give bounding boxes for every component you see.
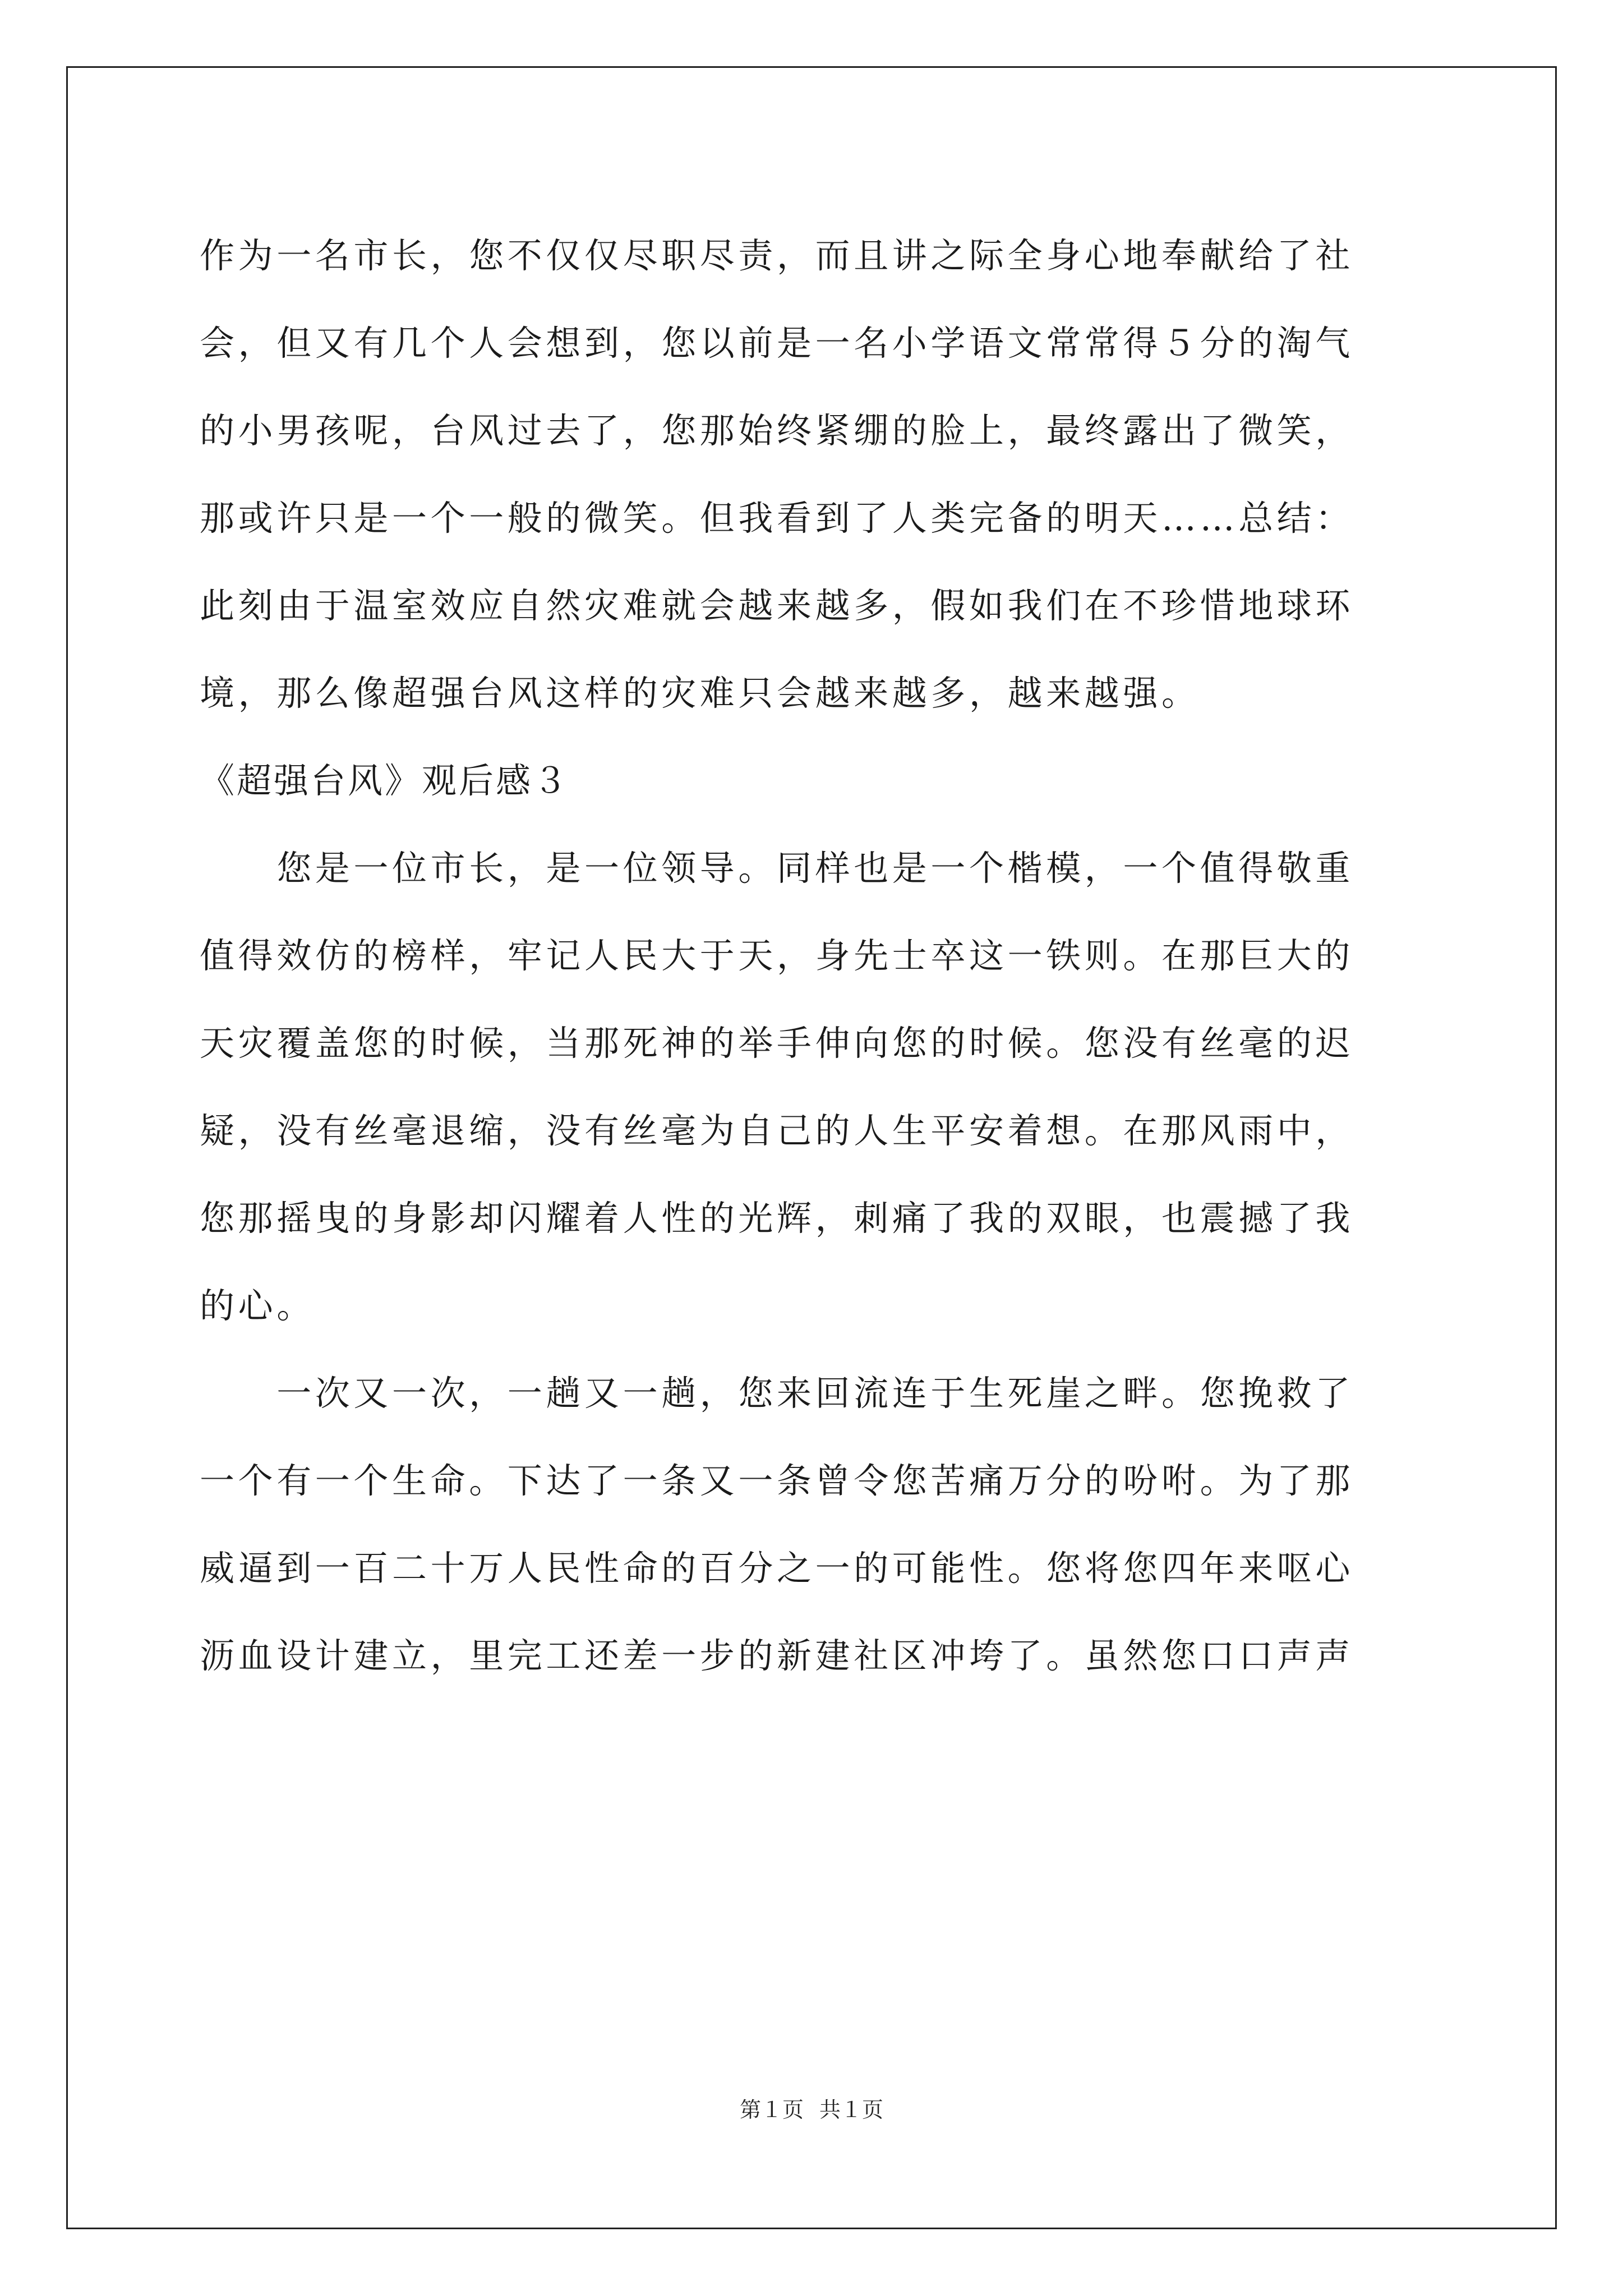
- text-line: 此刻由于温室效应自然灾难就会越来越多，假如我们在不珍惜地球环: [200, 585, 1354, 626]
- text-line: 疑，没有丝毫退缩，没有丝毫为自己的人生平安着想。在那风雨中，: [200, 1110, 1354, 1151]
- text-line: 会，但又有几个人会想到，您以前是一名小学语文常常得５分的淘气: [200, 323, 1354, 364]
- text-line: 值得效仿的榜样，牢记人民大于天，身先士卒这一铁则。在那巨大的: [200, 935, 1354, 976]
- text-line: 天灾覆盖您的时候，当那死神的举手伸向您的时候。您没有丝毫的迟: [200, 1023, 1354, 1064]
- text-line: 沥血设计建立，里完工还差一步的新建社区冲垮了。虽然您口口声声: [200, 1635, 1354, 1676]
- text-line: 作为一名市长，您不仅仅尽职尽责，而且讲之际全身心地奉献给了社: [200, 235, 1354, 276]
- text-line: 威逼到一百二十万人民性命的百分之一的可能性。您将您四年来呕心: [200, 1548, 1354, 1589]
- document-body: [200, 212, 1428, 1700]
- text-line: 那或许只是一个一般的微笑。但我看到了人类完备的明天……总结：: [200, 498, 1354, 539]
- page-total: 共１页: [819, 2097, 884, 2122]
- page-footer: [0, 2096, 1623, 2124]
- text-line: 的心。: [200, 1285, 315, 1326]
- text-line: 您是一位市长，是一位领导。同样也是一个楷模，一个值得敬重: [200, 848, 1354, 889]
- section-heading: 《超强台风》观后感３: [200, 760, 570, 801]
- text-line: 您那摇曳的身影却闪耀着人性的光辉，刺痛了我的双眼，也震撼了我: [200, 1198, 1354, 1239]
- text-line: 的小男孩呢，台风过去了，您那始终紧绷的脸上，最终露出了微笑，: [200, 410, 1354, 451]
- text-line: 境，那么像超强台风这样的灾难只会越来越多，越来越强。: [200, 673, 1200, 714]
- page-number: 第１页: [739, 2097, 804, 2122]
- text-line: 一次又一次，一趟又一趟，您来回流连于生死崖之畔。您挽救了: [200, 1373, 1354, 1414]
- text-line: 一个有一个生命。下达了一条又一条曾令您苦痛万分的吩咐。为了那: [200, 1460, 1354, 1501]
